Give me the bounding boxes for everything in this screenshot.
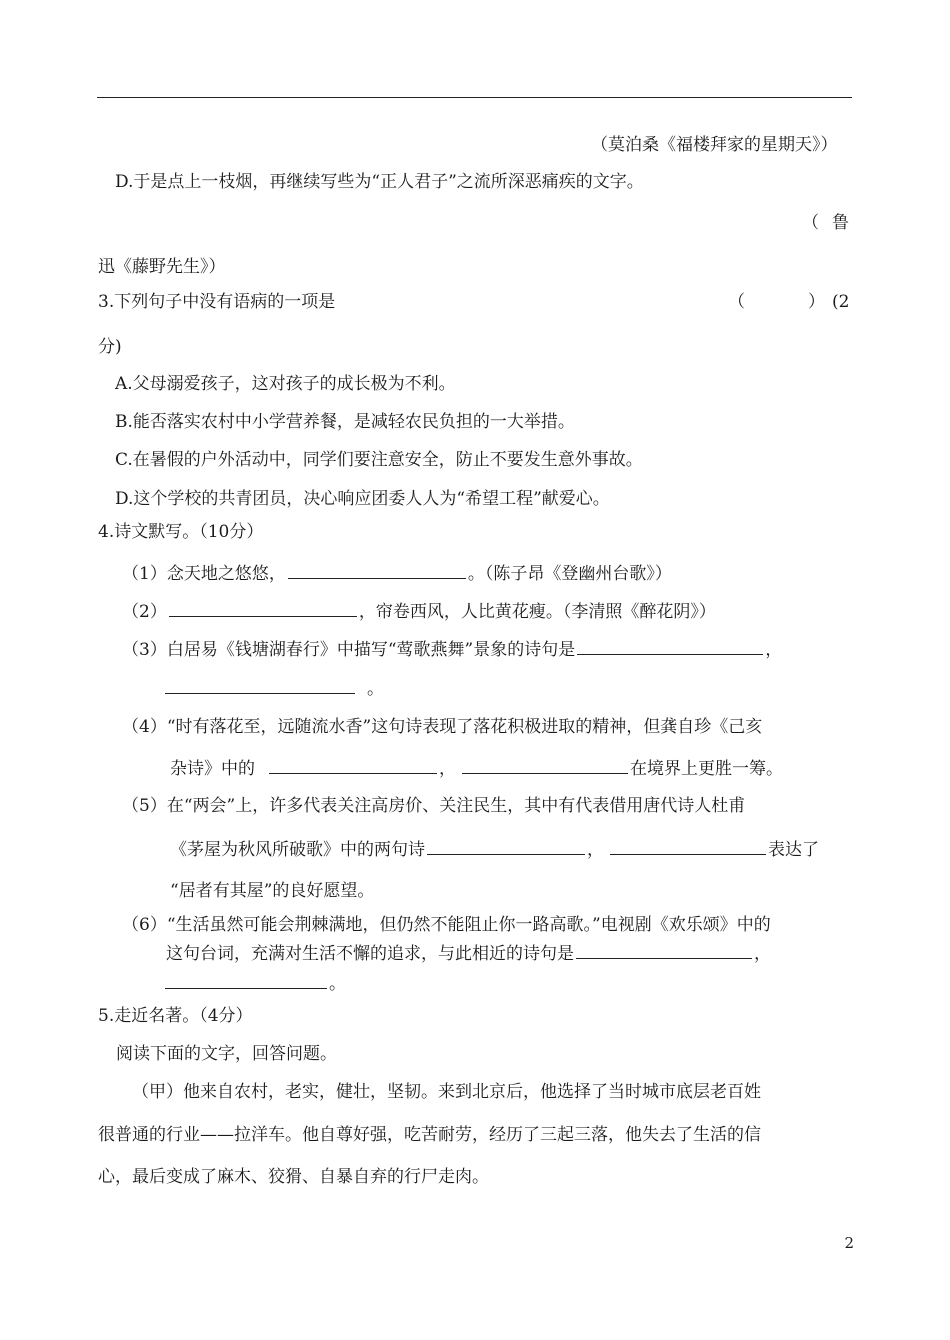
q4-item-4-prefix: 杂诗》中的 [170, 759, 255, 779]
q4-item-5-suffix: 表达了 [768, 840, 819, 860]
answer-blank[interactable] [577, 638, 763, 655]
q4-stem: 4.诗文默写。（10分） [98, 522, 264, 542]
q5-passage-line3: 心，最后变成了麻木、狡猾、自暴自弃的行尸走肉。 [98, 1167, 489, 1187]
q4-item-6-line1: （6）“生活虽然可能会荆棘满地，但仍然不能阻止你一路高歌。”电视剧《欢乐颂》中的 [122, 915, 771, 935]
q4-item-1-prefix: （1）念天地之悠悠， [122, 564, 286, 584]
q4-item-6-prefix: 这句台词，充满对生活不懈的追求，与此相近的诗句是 [166, 944, 574, 964]
q4-item-4-line2 [170, 757, 783, 781]
q4-item-2 [122, 600, 716, 624]
q3-option-d: D.这个学校的共青团员，决心响应团委人人为“希望工程”献爱心。 [115, 489, 610, 509]
q2-attr-left-paren: （ [802, 213, 819, 233]
q4-item-5-prefix: 《茅屋为秋风所破歌》中的两句诗 [170, 840, 425, 860]
answer-blank[interactable] [165, 972, 327, 989]
attribution-fulu: （莫泊桑《福楼拜家的星期天》） [591, 135, 838, 155]
q5-passage-line2: 很普通的行业——拉洋车。他自尊好强，吃苦耐劳，经历了三起三落，他失去了生活的信 [98, 1125, 761, 1145]
q4-item-2-suffix: ，帘卷西风，人比黄花瘦。（李清照《醉花阴》） [358, 602, 716, 622]
q4-item-1-suffix: 。（陈子昂《登幽州台歌》） [467, 564, 672, 584]
q2-option-d: D.于是点上一枝烟，再继续写些为“正人君子”之流所深恶痛疾的文字。 [115, 172, 644, 192]
q4-item-6-line2 [166, 942, 771, 966]
q4-item-5-line3: “居者有其屋”的良好愿望。 [170, 881, 375, 901]
answer-blank[interactable] [269, 757, 437, 774]
answer-blank[interactable] [576, 942, 752, 959]
q4-item-3-prefix: （3）白居易《钱塘湖春行》中描写“莺歌燕舞”景象的诗句是 [122, 640, 576, 660]
answer-blank[interactable] [427, 838, 585, 855]
q4-item-5-line1: （5）在“两会”上，许多代表关注高房价、关注民生，其中有代表借用唐代诗人杜甫 [122, 796, 746, 816]
answer-blank[interactable] [610, 838, 766, 855]
q4-item-6-comma: ， [754, 944, 771, 964]
q4-item-4-comma: ， [439, 759, 456, 779]
q5-instruction: 阅读下面的文字，回答问题。 [116, 1044, 337, 1064]
q4-item-5-comma: ， [587, 840, 604, 860]
q3-option-c: C.在暑假的户外活动中，同学们要注意安全，防止不要发生意外事故。 [115, 450, 643, 470]
q4-item-1 [122, 562, 672, 586]
q4-item-4-line1: （4）“时有落花至，远随流水香”这句诗表现了落花积极进取的精神，但龚自珍《己亥 [122, 717, 763, 737]
q3-score-part1: (2 [832, 292, 850, 312]
q2-attr-rest: 迅《藤野先生》） [98, 257, 226, 277]
answer-blank[interactable] [169, 600, 357, 617]
header-rule [97, 97, 852, 98]
q4-item-2-prefix: （2） [122, 602, 167, 622]
q4-item-3-line2 [163, 677, 384, 701]
q4-item-3-comma: ， [765, 640, 783, 660]
q4-item-3-end: 。 [367, 679, 384, 699]
q3-stem: 3.下列句子中没有语病的一项是 [98, 292, 336, 312]
answer-blank[interactable] [462, 757, 628, 774]
q4-item-5-line2 [170, 838, 819, 862]
q4-item-3-line1 [122, 638, 782, 662]
q4-item-6-end: 。 [329, 974, 346, 994]
q2-attr-lu: 鲁 [832, 213, 849, 233]
answer-blank[interactable] [288, 562, 466, 579]
q5-stem: 5.走近名著。（4分） [98, 1006, 253, 1026]
q3-score-part2: 分) [98, 337, 122, 357]
page-number: 2 [844, 1234, 854, 1252]
q5-passage-line1: （甲）他来自农村，老实，健壮，坚韧。来到北京后，他选择了当时城市底层老百姓 [132, 1082, 761, 1102]
answer-blank[interactable] [165, 677, 355, 694]
q4-item-6-line3 [163, 972, 346, 996]
q3-option-a: A.父母溺爱孩子，这对孩子的成长极为不利。 [115, 374, 456, 394]
q3-option-b: B.能否落实农村中小学营养餐，是减轻农民负担的一大举措。 [115, 412, 575, 432]
q3-answer-bracket-close: ） [808, 292, 825, 312]
q3-answer-bracket-open: （ [728, 292, 745, 312]
q4-item-4-suffix: 在境界上更胜一筹。 [630, 759, 783, 779]
